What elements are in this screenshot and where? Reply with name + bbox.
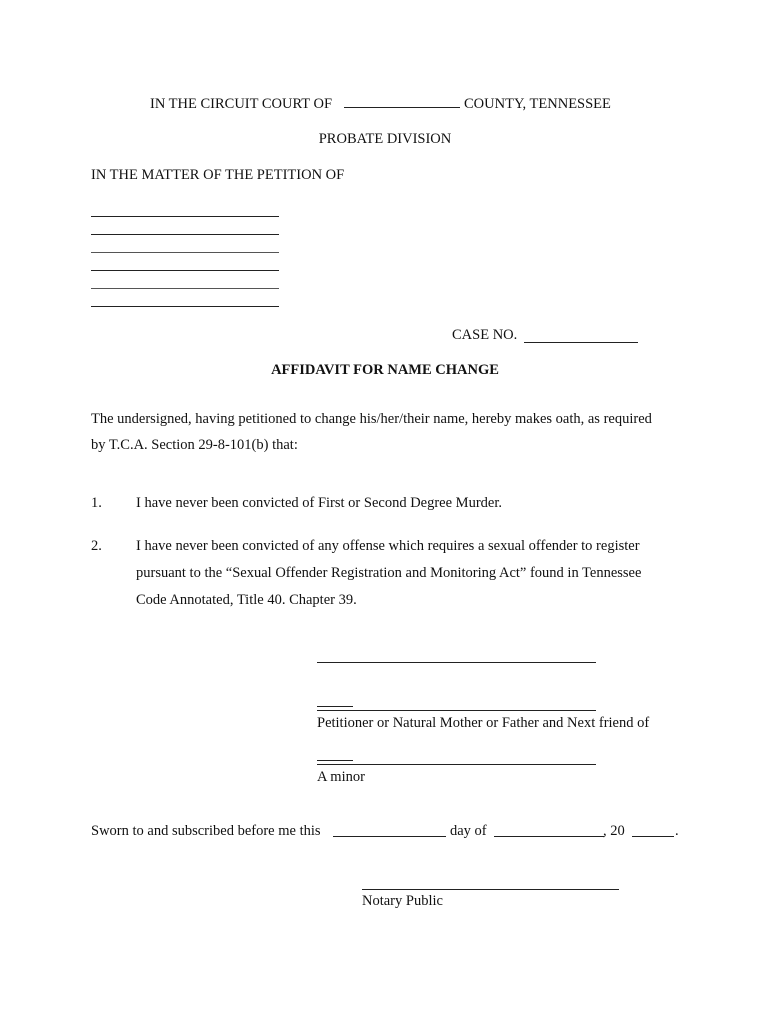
minor-name-line[interactable] bbox=[317, 764, 596, 765]
petitioner-signature-line[interactable] bbox=[317, 710, 596, 711]
petitioner-name-blank[interactable] bbox=[91, 270, 279, 271]
sworn-prefix: Sworn to and subscribed before me this bbox=[91, 823, 321, 839]
petitioner-label: Petitioner or Natural Mother or Father and Next friend of bbox=[317, 715, 650, 731]
minor-label: A minor bbox=[317, 769, 365, 785]
petitioner-name-blank[interactable] bbox=[91, 216, 279, 217]
intro-line-1: The undersigned, having petitioned to change his/her/their name, hereby makes oath, as required bbox=[91, 411, 652, 427]
item-number: 2. bbox=[91, 538, 102, 554]
division-title: PROBATE DIVISION bbox=[318, 131, 452, 147]
item-text: I have never been convicted of any offense which requires a sexual offender to register bbox=[136, 538, 640, 554]
intro-line-2: by T.C.A. Section 29-8-101(b) that: bbox=[91, 437, 298, 453]
signature-short-line[interactable] bbox=[317, 706, 353, 707]
item-text: pursuant to the “Sexual Offender Registration and Monitoring Act” found in Tennessee bbox=[136, 565, 642, 581]
court-line-prefix: IN THE CIRCUIT COURT OF bbox=[150, 96, 333, 112]
case-no-blank[interactable] bbox=[524, 342, 638, 343]
notary-label: Notary Public bbox=[362, 893, 443, 909]
court-line-suffix: COUNTY, TENNESSEE bbox=[464, 96, 611, 112]
item-text: Code Annotated, Title 40. Chapter 39. bbox=[136, 592, 357, 608]
county-blank[interactable] bbox=[344, 107, 460, 108]
petitioner-name-blank[interactable] bbox=[91, 252, 279, 253]
matter-heading: IN THE MATTER OF THE PETITION OF bbox=[91, 167, 345, 183]
sworn-day-of: day of bbox=[450, 823, 487, 839]
petitioner-name-blank[interactable] bbox=[91, 306, 279, 307]
item-text: I have never been convicted of First or Second Degree Murder. bbox=[136, 495, 502, 511]
sworn-month-blank[interactable] bbox=[494, 836, 604, 837]
sworn-day-blank[interactable] bbox=[333, 836, 446, 837]
petitioner-name-blank[interactable] bbox=[91, 288, 279, 289]
affidavit-title: AFFIDAVIT FOR NAME CHANGE bbox=[271, 362, 499, 378]
sworn-year-prefix: , 20 bbox=[603, 823, 625, 839]
petitioner-name-blank[interactable] bbox=[91, 234, 279, 235]
minor-short-line[interactable] bbox=[317, 760, 353, 761]
signature-line[interactable] bbox=[317, 662, 596, 663]
item-number: 1. bbox=[91, 495, 102, 511]
notary-signature-line[interactable] bbox=[362, 889, 619, 890]
sworn-end: . bbox=[675, 823, 679, 839]
case-no-label: CASE NO. bbox=[452, 327, 518, 343]
sworn-year-blank[interactable] bbox=[632, 836, 674, 837]
